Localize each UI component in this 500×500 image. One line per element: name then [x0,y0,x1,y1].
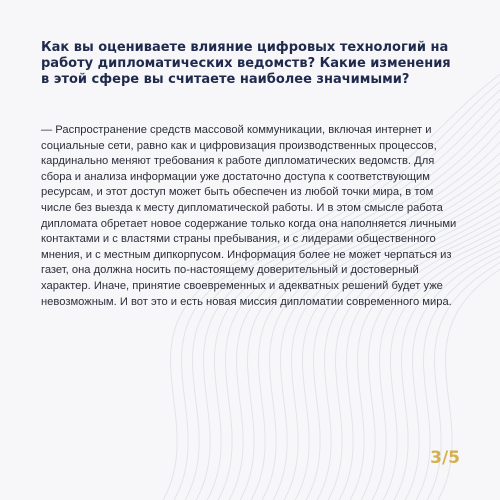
page-counter: 3/5 [430,448,460,468]
question-heading: Как вы оцениваете влияние цифровых технологий на работу дипломатических ведомств? Какие изменения в этой сфере вы считаете наиболее значимыми? [41,40,451,88]
answer-paragraph: — Распространение средств массовой коммуникации, включая интернет и социальные сети, равно как и цифровизация производственных процессов, кардинально меняют требования к работе дипломатических ведомств. Для сбора и анализа информации уже достаточно доступа к соответствующим ресурсам, и этот доступ может быть обеспечен из любой точки мира, в том числе без выезда к месту дипломатической работы. И в этом смысле работа дипломата обретает новое содержание только когда она наполняется личными контактами и с властями страны пребывания, и с лидерами общественного мнения, и с местным дипкорпусом. Информация более не может черпаться из газет, она должна носить по-настоящему доверительный и достоверный характер. Иначе, принятие своевременных и адекватных решений будет уже невозможным. И вот это и есть новая миссия дипломатии современного мира. [41,124,457,308]
